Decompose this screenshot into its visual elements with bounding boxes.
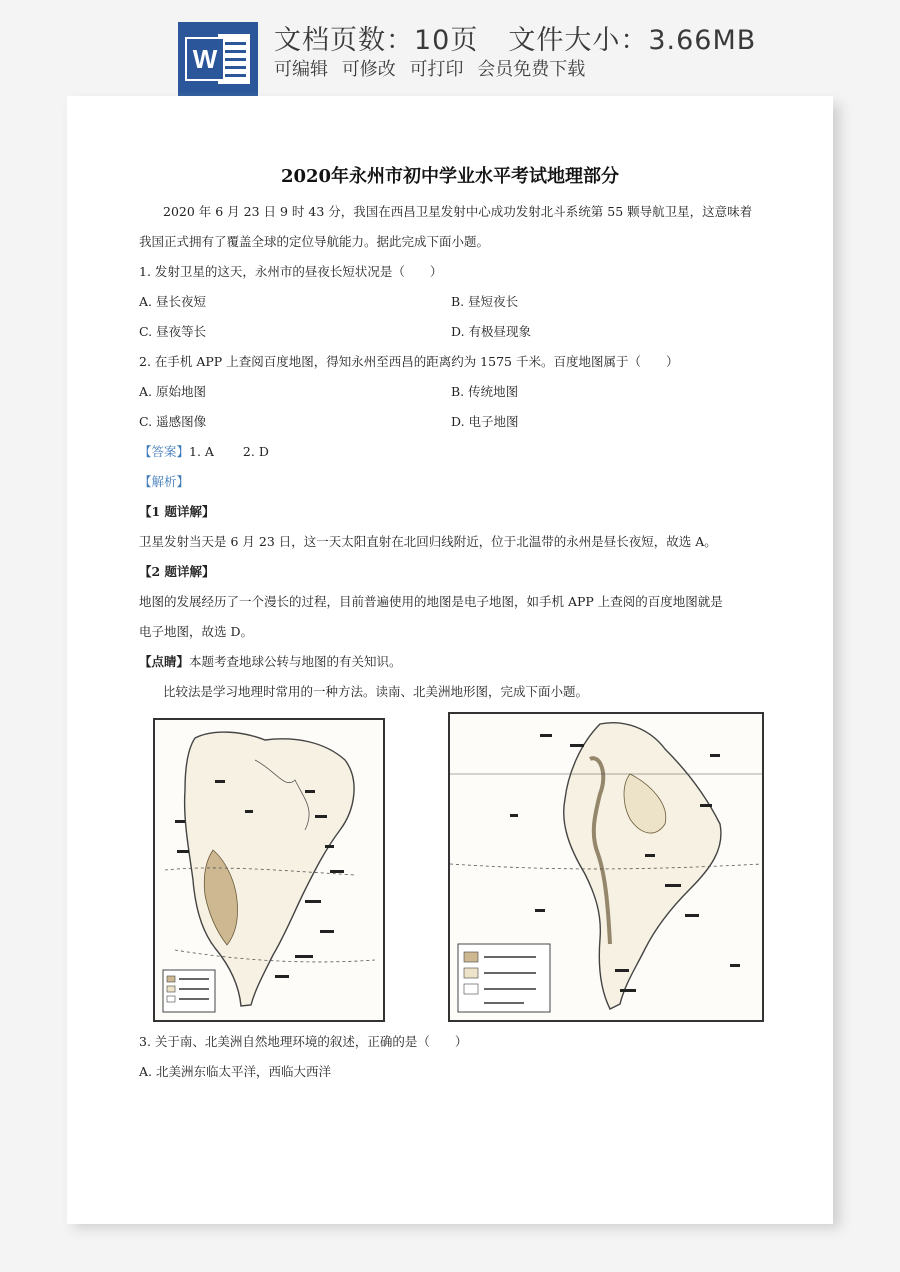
q2-option-d: D. 电子地图 (451, 414, 519, 429)
comment-label: 【点睛】 (139, 654, 190, 669)
q2-option-a: A. 原始地图 (139, 384, 206, 399)
intro-line-2: 我国正式拥有了覆盖全球的定位导航能力。据此完成下面小题。 (139, 234, 490, 249)
q1-option-a: A. 昼长夜短 (139, 294, 206, 309)
q1-option-c: C. 昼夜等长 (139, 324, 207, 339)
word-icon-letter: W (192, 44, 218, 74)
detail1-text: 卫星发射当天是 6 月 23 日，这一天太阳直射在北回归线附近，位于北温带的永州是昼长夜短，故选 A。 (139, 534, 717, 549)
feature-printable: 可打印 (409, 59, 464, 80)
north-america-map (153, 718, 385, 1022)
q2-option-b: B. 传统地图 (451, 384, 519, 399)
analysis-label: 【解析】 (139, 474, 190, 489)
q1-option-b: B. 昼短夜长 (451, 294, 519, 309)
q3-option-a: A. 北美洲东临太平洋，西临大西洋 (139, 1064, 331, 1079)
q2-option-c: C. 遥感图像 (139, 414, 207, 429)
feature-modifiable: 可修改 (341, 59, 396, 80)
intro-line-1: 2020 年 6 月 23 日 9 时 43 分，我国在西昌卫星发射中心成功发射北斗系统第 55 颗导航卫星，这意味着 (163, 204, 753, 219)
answer-line (139, 442, 269, 460)
intro2-line: 比较法是学习地理时常用的一种方法。读南、北美洲地形图，完成下面小题。 (163, 684, 589, 699)
q2-stem: 2. 在手机 APP 上查阅百度地图，得知永州至西昌的距离约为 1575 千米。百度地图属于（ ） (139, 354, 679, 369)
feature-list (274, 55, 593, 81)
document-title: 2020年永州市初中学业水平考试地理部分 (280, 166, 620, 187)
answer-text: 1. A 2. D (189, 444, 269, 459)
feature-member-download[interactable]: 会员免费下载 (477, 59, 586, 80)
detail1-label: 【1 题详解】 (139, 504, 215, 519)
document-page (67, 96, 833, 1224)
answer-label: 【答案】 (139, 444, 190, 459)
file-info (274, 18, 756, 57)
q1-option-d: D. 有极昼现象 (451, 324, 532, 339)
feature-editable: 可编辑 (274, 59, 328, 80)
comment-line (139, 652, 402, 670)
word-doc-icon (178, 22, 258, 96)
detail2-text-1: 地图的发展经历了一个漫长的过程，目前普遍使用的地图是电子地图，如手机 APP 上查阅的百度地图就是 (139, 594, 723, 609)
south-america-map (448, 712, 764, 1022)
page-count: 文档页数：10页 (274, 25, 479, 56)
q1-stem: 1. 发射卫星的这天，永州市的昼夜长短状况是（ ） (139, 264, 443, 279)
comment-text: 本题考查地球公转与地图的有关知识。 (189, 654, 402, 669)
file-size: 文件大小：3.66MB (508, 25, 757, 56)
document-body (67, 96, 833, 1224)
q3-stem: 3. 关于南、北美洲自然地理环境的叙述，正确的是（ ） (139, 1034, 468, 1049)
detail2-label: 【2 题详解】 (139, 564, 215, 579)
detail2-text-2: 电子地图，故选 D。 (139, 624, 253, 639)
download-banner (0, 0, 900, 96)
